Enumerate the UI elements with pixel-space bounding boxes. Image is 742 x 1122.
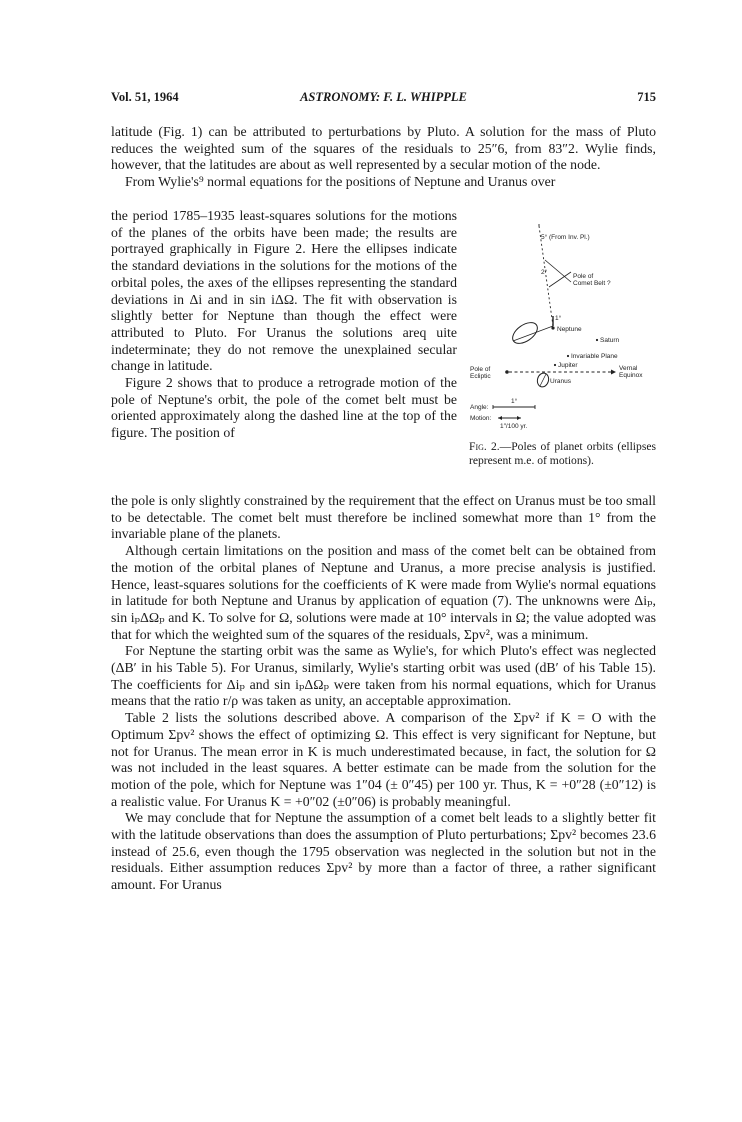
motion-arrow-right — [517, 416, 521, 420]
label-comet-pole-1: Pole of — [573, 273, 594, 280]
label-motion-scale: 1″/100 yr. — [500, 423, 528, 430]
paragraph-starting-orbit: For Neptune the starting orbit was the same as Wylie's, for which Pluto's effect was neglected (ΔB′ in his Table 5). For Uranus, similarly, Wylie's starting orbit was used (dB′ of his Table 15). The coefficients for Δiₚ and sin iₚΔΩₚ were taken from his normal equations, which for Uranus means that the ratio r/ρ was taken as unity, an acceptable approximation. — [111, 643, 656, 709]
label-invariable: Invariable Plane — [571, 353, 618, 360]
label-angle: Angle: — [470, 404, 489, 411]
equinox-arrowhead — [611, 370, 616, 375]
comet-pole-track — [539, 226, 553, 326]
paragraph-conclusion: We may conclude that for Neptune the assumption of a comet belt leads to a slightly better fit with the latitude observations than does the assumption of Pluto perturbations; Σpv² becomes 23.6 instead of 25.6, even though the 1795 observation was neglected in the solution but not in the residuals. Either assumption reduces Σpv² by more than a factor of three, a rather significant amount. For Uranus — [111, 810, 656, 893]
text-block-bottom — [111, 493, 656, 894]
paragraph-least-squares: the period 1785–1935 least-squares solutions for the motions of the planes of the orbits have been made; the results are portrayed graphically in Figure 2. Here the ellipses indicate the standard deviations in the solutions for the motions of the orbital poles, the axes of the ellipses representing the standard deviations in Δi and in sin iΔΩ. The fit with observation is slightly better for Neptune than though the effect were attributed to Pluto. For Uranus the solutions areq uite indeterminate; they do not remove the unexplained secular change in latitude. — [111, 208, 457, 374]
paragraph-wylie-intro: From Wylie's⁹ normal equations for the positions of Neptune and Uranus over — [125, 174, 556, 190]
label-motion: Motion: — [470, 415, 492, 422]
paragraph-table-2: Table 2 lists the solutions described above. A comparison of the Σpv² if K = O with the Optimum Σpv² shows the effect of optimizing Ω. This effect is very significant for Neptune, but not for Uranus. The mean error in K is much underestimated because, in fact, the solution for Ω was not included in the least squares. A better estimate can be made from the solution for the motion of the pole, which for Neptune was 1″04 (± 0″45) per 100 yr. Thus, K = +0″28 (±0″12) is a realistic value. For Uranus K = +0″02 (±0″06) is probably meaningful. — [111, 710, 656, 809]
label-ecliptic-2: Ecliptic — [470, 373, 491, 380]
saturn-point — [596, 339, 598, 341]
label-jupiter: Jupiter — [558, 362, 578, 369]
comet-pole-arrow-upper — [545, 260, 571, 282]
caption-label: Fig. 2. — [469, 440, 500, 453]
running-title: ASTRONOMY: F. L. WHIPPLE — [300, 90, 467, 104]
text-block-top — [111, 124, 656, 191]
label-saturn: Saturn — [600, 337, 620, 344]
paragraph-pluto-mass: latitude (Fig. 1) can be attributed to perturbations by Pluto. A solution for the mass of Pluto reduces the weighted sum of the squares of the residuals to 25″6, from 83″2. Wylie finds, however, that the latitudes are about as well represented by a secular motion of the node. — [111, 124, 656, 173]
neptune-ellipse-axis — [513, 326, 553, 341]
text-block-wrapped — [111, 208, 457, 442]
label-vernal-2: Equinox — [619, 372, 643, 379]
pole-diagram-svg — [467, 220, 657, 440]
label-uranus: Uranus — [550, 378, 571, 385]
label-one-deg: 1° — [555, 315, 562, 322]
figure-2-diagram — [467, 220, 657, 450]
neptune-error-ellipse — [509, 318, 541, 347]
paragraph-least-squares-solutions: Although certain limitations on the position and mass of the comet belt can be obtained from the motion of the orbital planes of Neptune and Uranus, a more precise analysis is justified. Hence, least-squares solutions for the coefficients of K were made from Wylie's normal equations in latitude for both Neptune and Uranus by application of equation (7). The unknowns were Δiₚ, sin iₚΔΩₚ and K. To solve for Ω, solutions were made at 10° intervals in Ω; the value adopted was that for which the weighted sum of the squares of the residuals, Σpv², was a minimum. — [111, 543, 656, 642]
label-neptune: Neptune — [557, 326, 582, 333]
label-vernal-1: Vernal — [619, 365, 638, 372]
motion-arrow-left — [498, 416, 502, 420]
label-from-inv: 5° (From Inv. Pl.) — [541, 234, 590, 241]
paragraph-comet-belt-inclination: the pole is only slightly constrained by the requirement that the effect on Uranus must be too small to be detectable. The comet belt must therefore be inclined somewhat more than 1° from the invariable plane of the planets. — [111, 493, 656, 542]
label-ecliptic-1: Pole of — [470, 366, 491, 373]
ecliptic-pole-point — [505, 370, 509, 374]
volume-label: Vol. 51, 1964 — [111, 90, 179, 104]
invariable-plane-point — [567, 355, 569, 357]
label-comet-pole-2: Comet Belt ? — [573, 280, 611, 287]
label-two-deg: 2° — [541, 269, 548, 276]
uranus-ellipse-axis — [540, 374, 546, 386]
running-header — [111, 90, 656, 108]
figure-caption — [469, 440, 656, 467]
page-number: 715 — [637, 90, 656, 104]
neptune-point — [551, 326, 554, 329]
label-angle-scale: 1° — [511, 398, 518, 405]
jupiter-point — [554, 364, 556, 366]
caption-text: —Poles of planet orbits (ellipses represent m.e. of motions). — [469, 440, 656, 467]
paragraph-figure-discussion: Figure 2 shows that to produce a retrograde motion of the pole of Neptune's orbit, the pole of the comet belt must be oriented approximately along the dashed line at the top of the figure. The position of — [111, 375, 457, 441]
